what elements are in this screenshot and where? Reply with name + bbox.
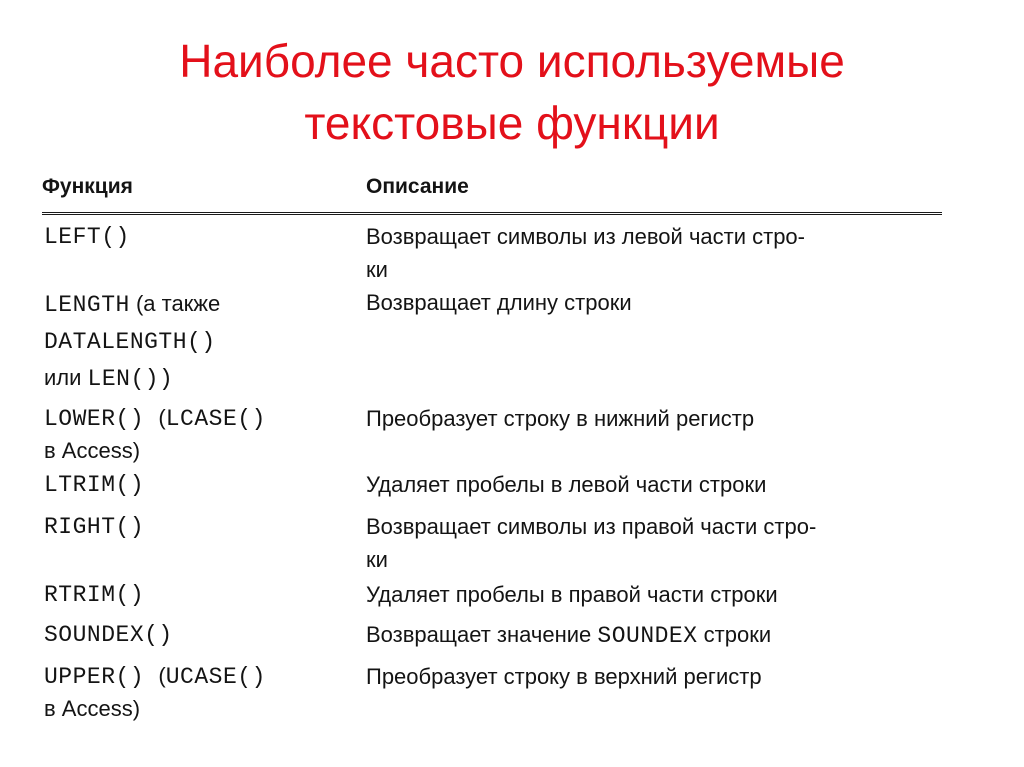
function-text: (а также	[129, 291, 221, 316]
function-line	[44, 402, 344, 435]
function-line	[44, 660, 344, 693]
function-line	[44, 435, 344, 467]
function-code: LEN())	[87, 366, 174, 392]
function-line	[44, 510, 344, 543]
description-cell	[366, 468, 942, 501]
description-cell	[366, 510, 942, 576]
description-text: строки	[697, 622, 772, 647]
description-cell	[366, 618, 942, 653]
function-code: SOUNDEX()	[44, 622, 173, 648]
function-line	[44, 220, 344, 253]
function-code: LENGTH	[44, 292, 130, 318]
description-line	[366, 543, 942, 576]
slide-title-line-2: текстовые функции	[304, 97, 720, 149]
header-divider	[42, 212, 942, 215]
description-code: SOUNDEX	[597, 623, 698, 649]
function-cell	[44, 220, 344, 253]
description-text: Удаляет пробелы в правой части строки	[366, 582, 778, 607]
description-line	[366, 510, 942, 543]
description-line	[366, 578, 942, 611]
header-description: Описание	[366, 175, 469, 198]
function-line	[44, 618, 344, 651]
function-cell	[44, 618, 344, 651]
description-cell	[366, 286, 942, 319]
description-cell	[366, 220, 942, 286]
table-header	[42, 170, 942, 210]
function-line	[44, 578, 344, 611]
description-line	[366, 220, 942, 253]
description-line	[366, 253, 942, 286]
function-text: или	[44, 365, 88, 390]
function-code: UPPER()	[44, 664, 159, 690]
description-line	[366, 402, 942, 435]
function-text: в Access)	[44, 438, 141, 463]
function-code: UCASE()	[165, 664, 266, 690]
slide-title-line-1: Наиболее часто используемые	[179, 35, 845, 87]
description-line	[366, 618, 942, 653]
function-code: DATALENGTH()	[44, 329, 216, 355]
function-code: RIGHT()	[44, 514, 145, 540]
description-line	[366, 660, 942, 693]
function-code: LTRIM()	[44, 472, 145, 498]
function-line	[44, 286, 344, 323]
description-text: Возвращает длину строки	[366, 290, 632, 315]
description-text: Преобразует строку в верхний регистр	[366, 664, 762, 689]
description-text: Возвращает символы из правой части стро-	[366, 514, 817, 539]
function-cell	[44, 578, 344, 611]
slide-title	[0, 30, 1024, 154]
function-code: LCASE()	[165, 406, 266, 432]
description-line	[366, 468, 942, 501]
function-cell	[44, 660, 344, 725]
function-line	[44, 693, 344, 725]
function-cell	[44, 510, 344, 543]
function-cell	[44, 402, 344, 467]
description-text: Возвращает значение	[366, 622, 598, 647]
header-function: Функция	[42, 175, 133, 198]
function-text: (	[158, 405, 166, 430]
description-text: ки	[366, 547, 388, 572]
description-text: ки	[366, 257, 388, 282]
functions-table	[42, 170, 942, 721]
function-line	[44, 323, 344, 360]
description-line	[366, 286, 942, 319]
function-cell	[44, 286, 344, 397]
description-cell	[366, 578, 942, 611]
description-text: Удаляет пробелы в левой части строки	[366, 472, 767, 497]
function-cell	[44, 468, 344, 501]
description-text: Возвращает символы из левой части стро-	[366, 224, 805, 249]
function-line	[44, 360, 344, 397]
function-text: в Access)	[44, 696, 141, 721]
function-code: LEFT()	[44, 224, 130, 250]
function-line	[44, 468, 344, 501]
function-text: (	[158, 663, 166, 688]
function-code: RTRIM()	[44, 582, 145, 608]
description-text: Преобразует строку в нижний регистр	[366, 406, 755, 431]
function-code: LOWER()	[44, 406, 159, 432]
description-cell	[366, 660, 942, 693]
description-cell	[366, 402, 942, 435]
